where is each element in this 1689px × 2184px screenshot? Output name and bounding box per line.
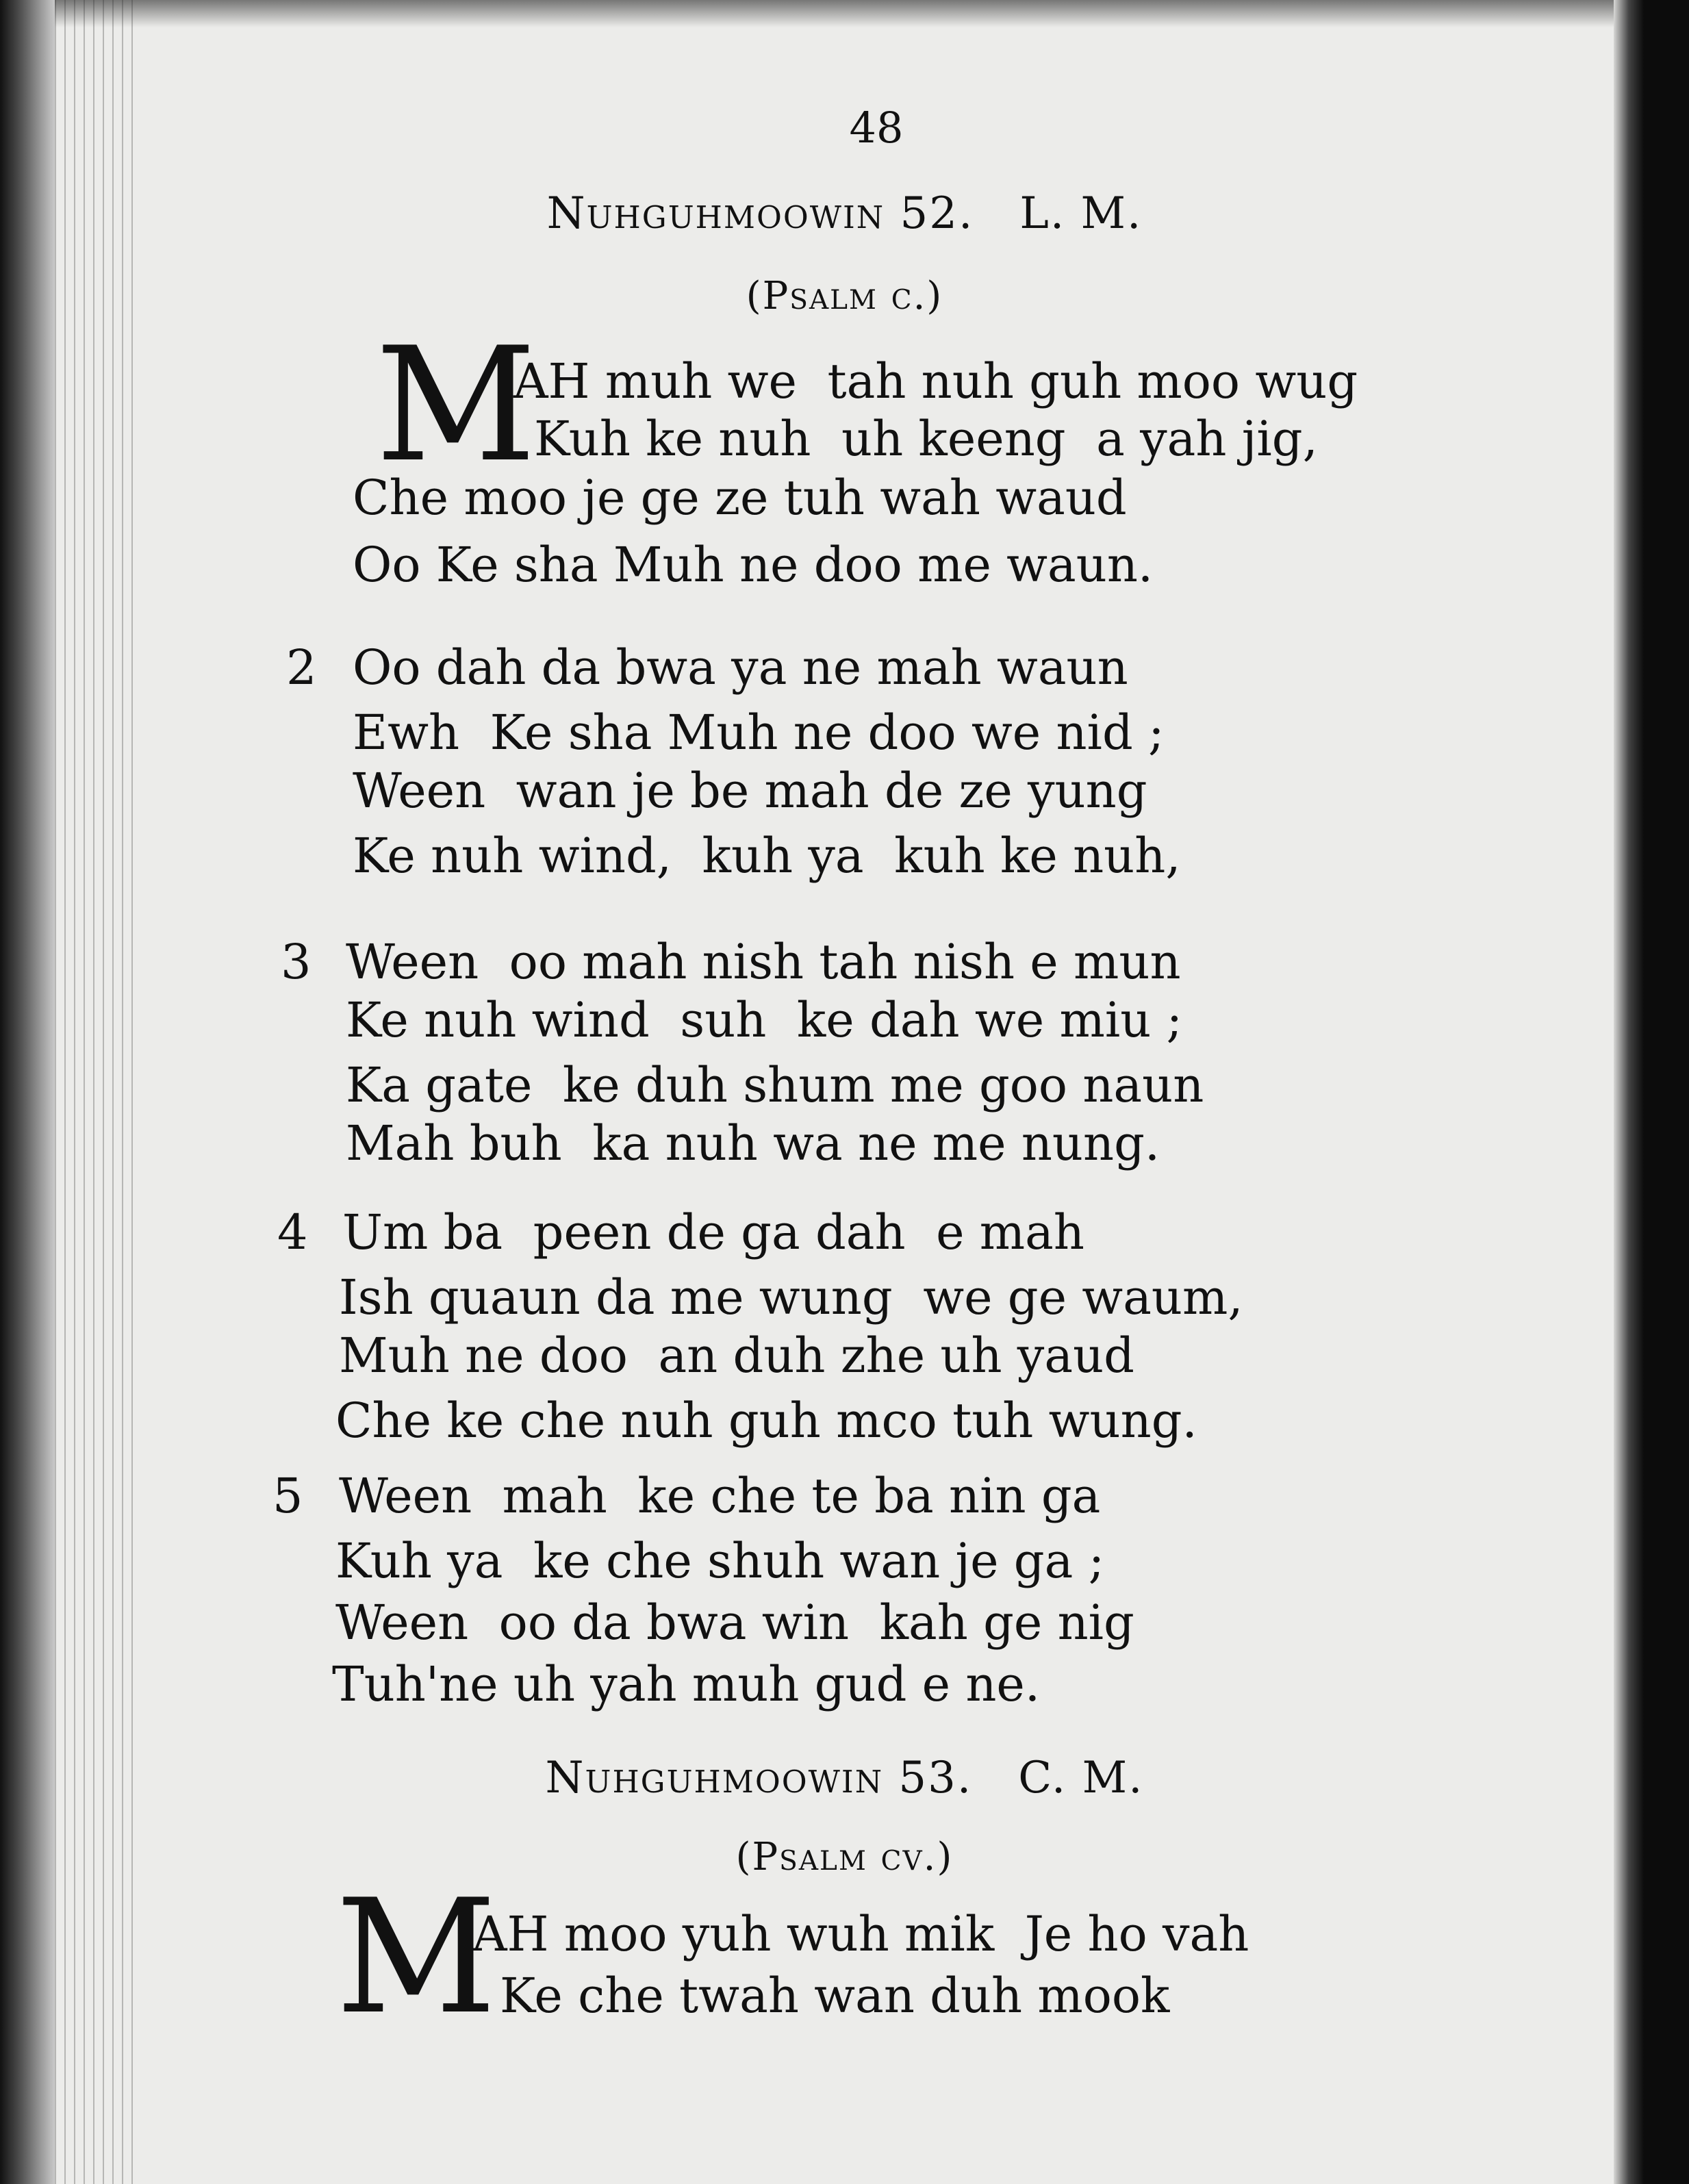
hymn-52-v3-line-2: Ke nuh wind suh ke dah we miu ; (346, 992, 1183, 1048)
hymn-52-dropcap: M (375, 314, 537, 497)
hymn-52-v5-line-4: Tuh'ne uh yah muh gud e ne. (332, 1656, 1041, 1712)
hymn-52-v1-line-2: Kuh ke nuh uh keeng a yah jig, (534, 411, 1318, 467)
hymn-52-label: Nuhguhmoowin 52. (546, 188, 974, 239)
hymn-53-psalm: (Psalm cv.) (735, 1835, 954, 1879)
hymn-52-v2-line-1: Oo dah da bwa ya ne mah waun (353, 639, 1128, 696)
hymn-52-v5-line-3: Ween oo da bwa win kah ge nig (335, 1595, 1134, 1651)
hymn-52-meter: L. M. (1019, 188, 1143, 239)
hymn-52-v5-line-1: Ween mah ke che te ba nin ga (339, 1468, 1101, 1524)
hymn-52-v2-line-4: Ke nuh wind, kuh ya kuh ke nuh, (353, 828, 1181, 884)
hymn-52-v3-line-1: Ween oo mah nish tah nish e mun (346, 934, 1181, 990)
hymn-53-label: Nuhguhmoowin 53. (545, 1753, 973, 1803)
hymn-52-v5-line-2: Kuh ya ke che shuh wan je ga ; (335, 1533, 1105, 1589)
hymn-52-verse-3-number: 3 (281, 934, 312, 990)
hymn-52-v4-line-3: Muh ne doo an duh zhe uh yaud (339, 1328, 1134, 1384)
hymn-52-verse-5-number: 5 (272, 1468, 303, 1524)
hymn-52-v2-line-3: Ween wan je be mah de ze yung (353, 763, 1147, 819)
hymn-52-v4-line-1: Um ba peen de ga dah e mah (342, 1204, 1084, 1260)
hymn-52-v1-line-3: Che moo je ge ze tuh wah waud (353, 470, 1127, 526)
hymn-53-v1-line-2: Ke che twah wan duh mook (500, 1968, 1170, 2024)
hymn-52-v3-line-4: Mah buh ka nuh wa ne me nung. (346, 1115, 1160, 1171)
hymn-53-meter: C. M. (1018, 1753, 1144, 1803)
hymn-53-title (0, 1753, 1689, 1803)
page-number: 48 (849, 103, 904, 153)
hymn-52-v4-line-2: Ish quaun da me wung we ge waum, (339, 1269, 1243, 1325)
hymn-52-verse-4-number: 4 (277, 1204, 308, 1260)
hymn-52-v1-line-1: AH muh we tah nuh guh moo wug (513, 353, 1358, 409)
hymn-52-v3-line-3: Ka gate ke duh shum me goo naun (346, 1057, 1204, 1113)
hymn-52-v4-line-4: Che ke che nuh guh mco tuh wung. (335, 1393, 1197, 1449)
top-shadow (55, 0, 1614, 27)
hymn-52-v2-line-2: Ewh Ke sha Muh ne doo we nid ; (353, 704, 1165, 761)
hymn-53-v1-line-1: AH moo yuh wuh mik Je ho vah (472, 1906, 1249, 1962)
hymn-53-dropcap: M (335, 1866, 497, 2049)
hymn-52-v1-line-4: Oo Ke sha Muh ne doo me waun. (353, 537, 1154, 593)
hymn-52-verse-2-number: 2 (286, 639, 317, 696)
hymn-52-title (0, 188, 1689, 239)
hymn-52-psalm: (Psalm c.) (746, 274, 943, 318)
